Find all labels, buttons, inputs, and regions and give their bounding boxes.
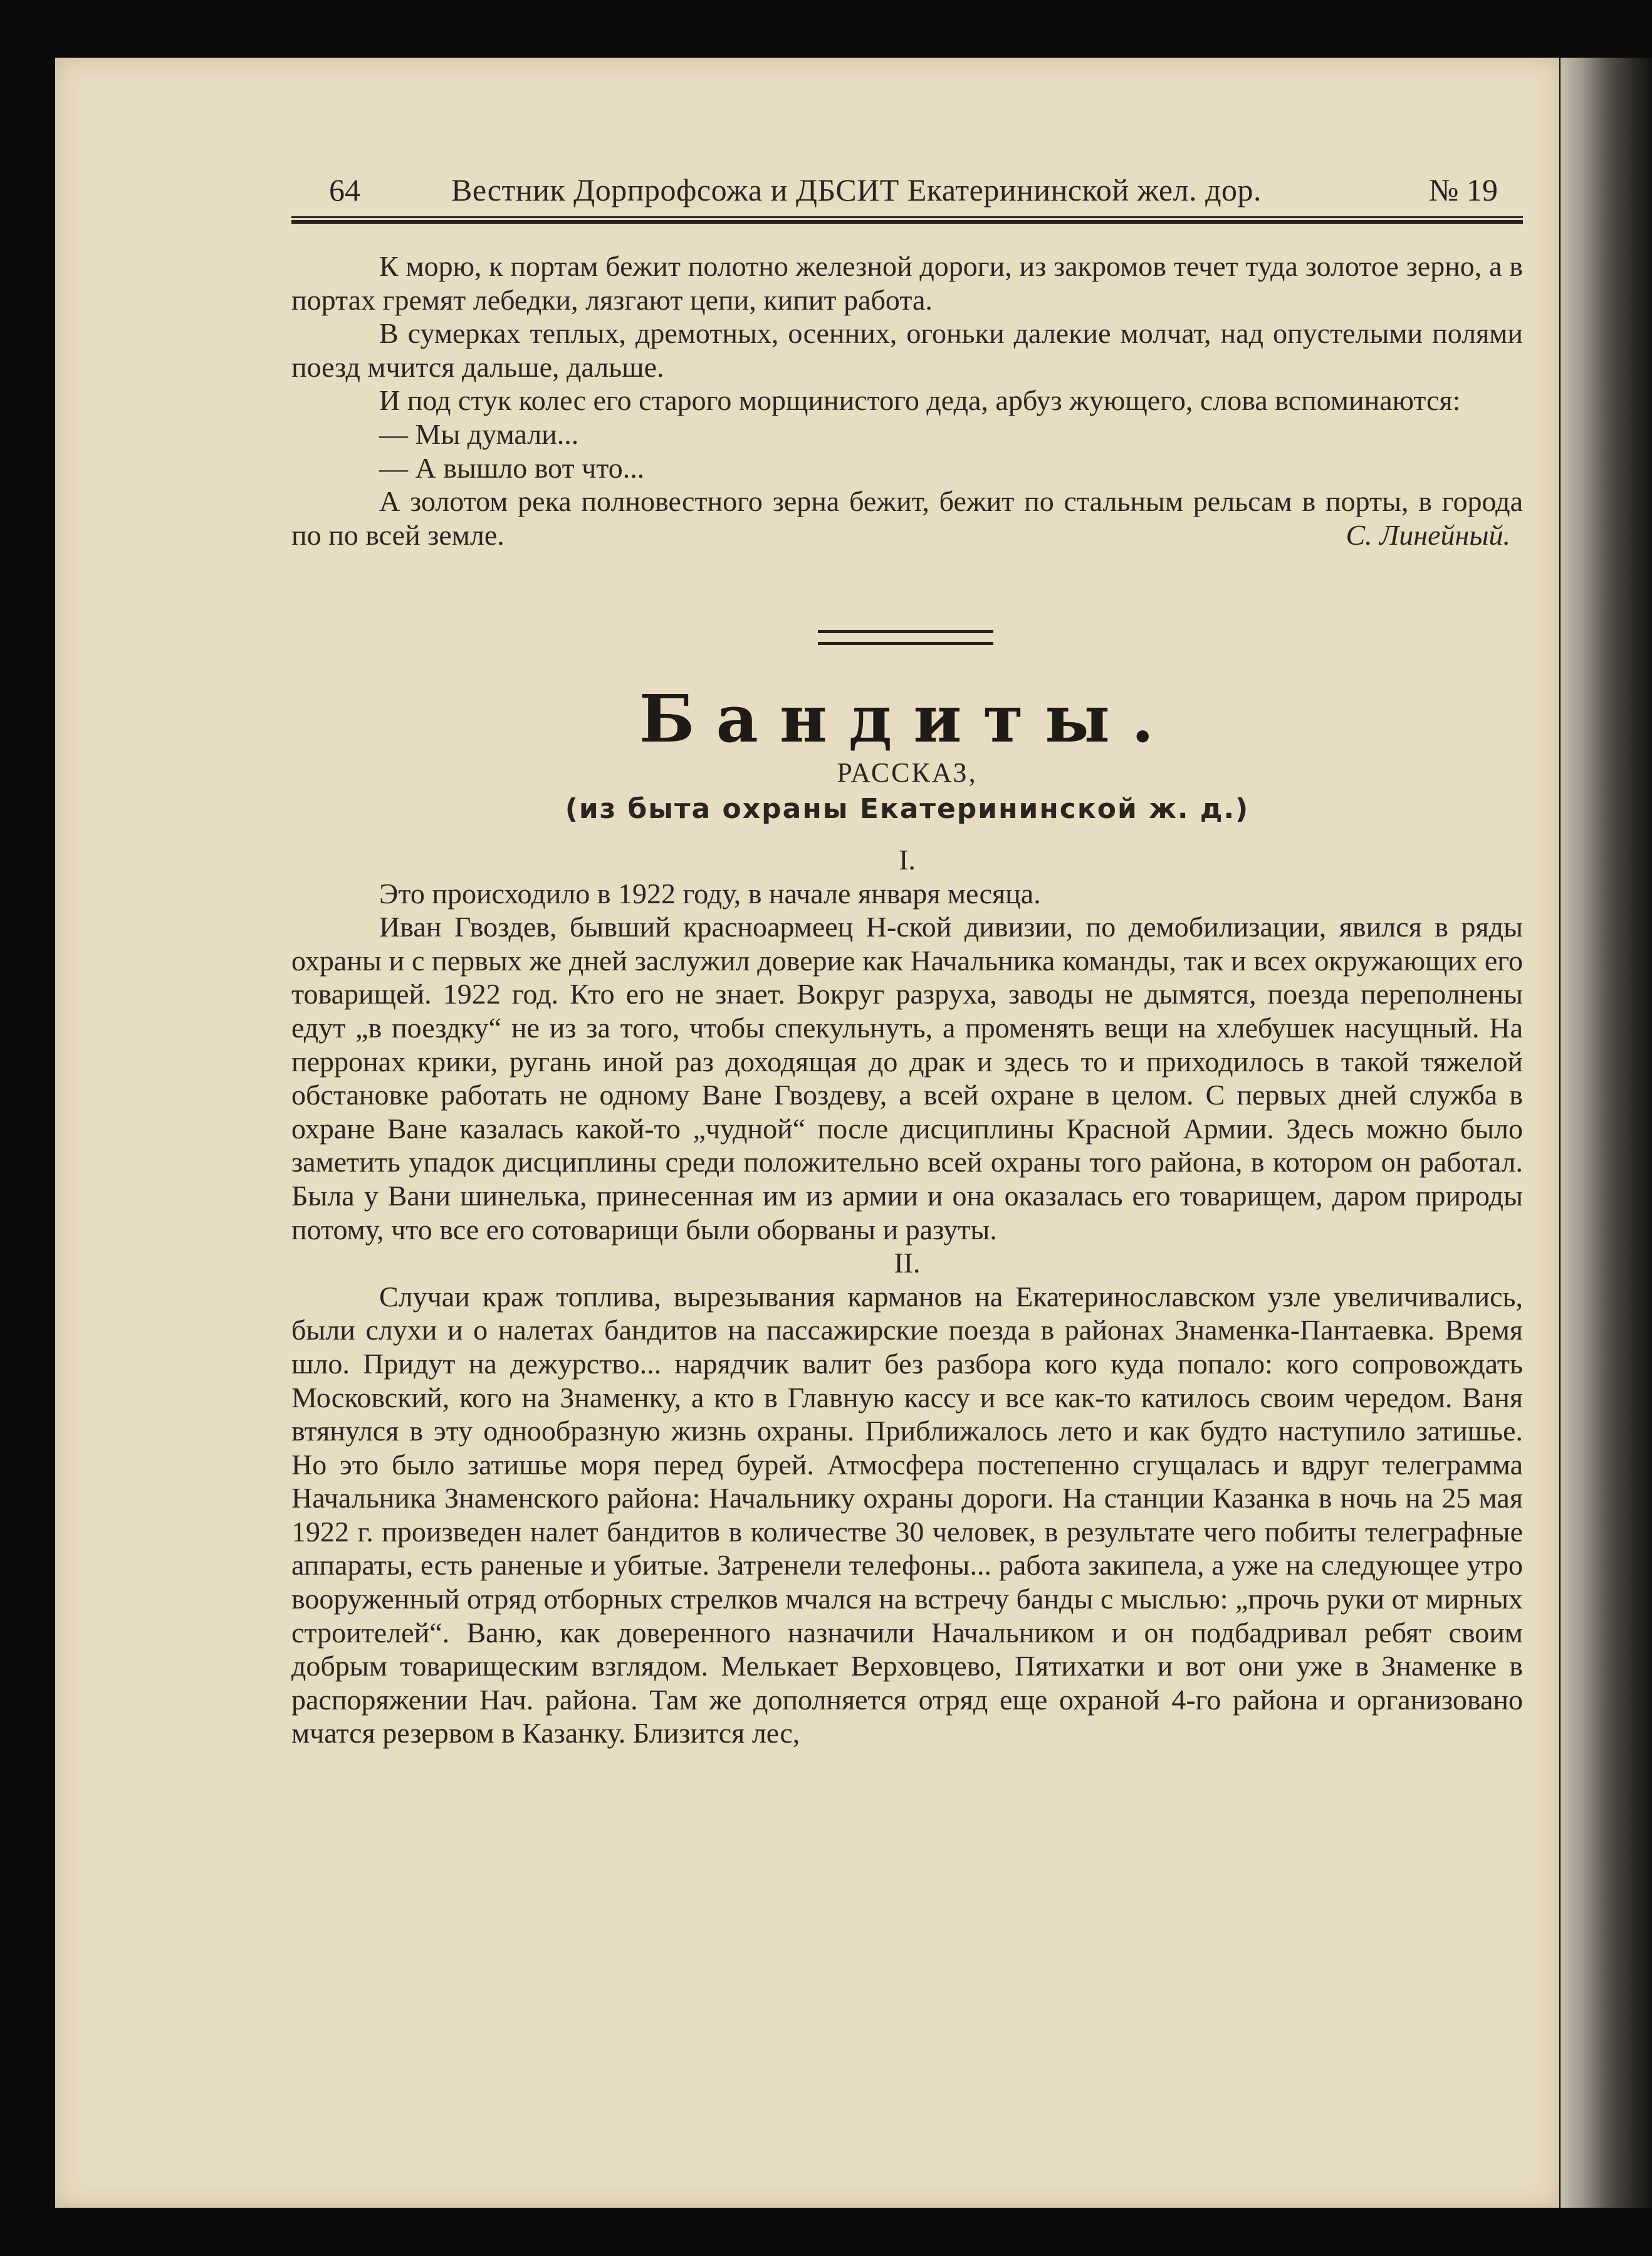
section-separator [818,630,993,645]
story-body [291,843,1523,1750]
section-numeral: II. [894,1247,921,1279]
paragraph: Иван Гвоздев, бывший красноармеец Н-ской дивизии, по демобилизации, явился в ряды охраны и с первых же дней заслужил доверие как Начальника команды, так и всех окружающих его товарищей. 1922 год. Кто его не знает. Вокруг разруха, заводы не дымятся, поезда переполнены едут „в поездку“ не из за того, чтобы спекульнуть, а променять вещи на хлебушек насущный. На перронах крики, ругань иной раз доходящая до драк и здесь то и приходилось в такой тяжелой обстановке работать не одному Ване Гвоздеву, а всей охране в целом. С первых дней служба в охране Ване казалась какой-то „чудной“ после дисциплины Красной Армии. Здесь можно было заметить упадок дисциплины среди положительно всей охраны того района, в котором он работал. Была у Вани шинелька, принесенная им из армии и она оказалась его товарищем, даром природы потому, что все его сотоварищи были оборваны и разуты. [291,911,1523,1246]
story-genre: РАССКАЗ, [837,757,978,788]
issue-number: № 19 [1428,172,1498,207]
paragraph: И под стук колес его старого морщинистого деда, арбуз жующего, слова вспоминаются: [379,384,1461,417]
book-spine [1561,58,1652,2208]
page-number: 64 [329,172,360,207]
paragraph: В сумерках теплых, дремотных, осенних, огоньки далекие молчат, над опустелыми полями поезд мчится дальше, дальше. [291,317,1523,383]
paragraph [291,485,1523,552]
header-rule [291,216,1523,224]
story-title: Бандиты. [639,680,1176,757]
section-numeral: I. [899,844,916,876]
paragraph: Это происходило в 1922 году, в начале января месяца. [379,877,1041,910]
running-header [291,168,1523,212]
dialog-line: — А вышло вот что... [379,451,645,484]
dialog-line: — Мы думали... [379,417,579,450]
closing-sentence: А золотом река полновестного зерна бежит, бежит по стальным рельсам в порты, в города по по всей земле. [291,485,1523,551]
paragraph: К морю, к портам бежит полотно железной дороги, из закромов течет туда золотое зерно, а в портах гремят лебедки, лязгают цепи, кипит работа. [291,250,1523,316]
paragraph: Случаи краж топлива, вырезывания карманов на Екатеринославском узле увеличивались, были слухи и о налетах бандитов на пассажирские поезда в районах Знаменка-Пантаевка. Время шло. Придут на дежурство... нарядчик валит без разбора кого куда попало: кого сопровождать Московский, кого на Знаменку, а кто в Главную кассу и все как-то катилось своим чередом. Ваня втянулся в эту однообразную жизнь охраны. Приближалось лето и как будто наступило затишье. Но это было затишье моря перед бурей. Атмосфера постепенно сгущалась и вдруг телеграмма Начальника Знаменского района: Начальнику охраны дороги. На станции Казанка в ночь на 25 мая 1922 г. произведен налет бандитов в количестве 30 человек, в результате чего побиты телеграфные аппараты, есть раненые и убитые. Затренели телефоны... работа закипела, а уже на следующее утро вооруженный отряд отборных стрелков мчался на встречу банды с мыслью: „прочь руки от мирных строителей“. Ваню, как доверенного назначили Начальником и он подбадривал ребят своим добрым товарищеским взглядом. Мелькает Верховцево, Пятихатки и вот они уже в Знаменке в распоряжении Нач. района. Там же дополняется отряд еще охраной 4-го района и организовано мчатся резервом в Казанку. Близится лес, [291,1280,1523,1750]
previous-article [291,249,1523,552]
author-signature: С. Линейный. [1346,518,1510,551]
story-subtitle: (из быта охраны Екатерининской ж. д.) [565,793,1250,825]
journal-title: Вестник Дорпрофсожа и ДБСИТ Екатерининской жел. дор. [451,172,1262,207]
